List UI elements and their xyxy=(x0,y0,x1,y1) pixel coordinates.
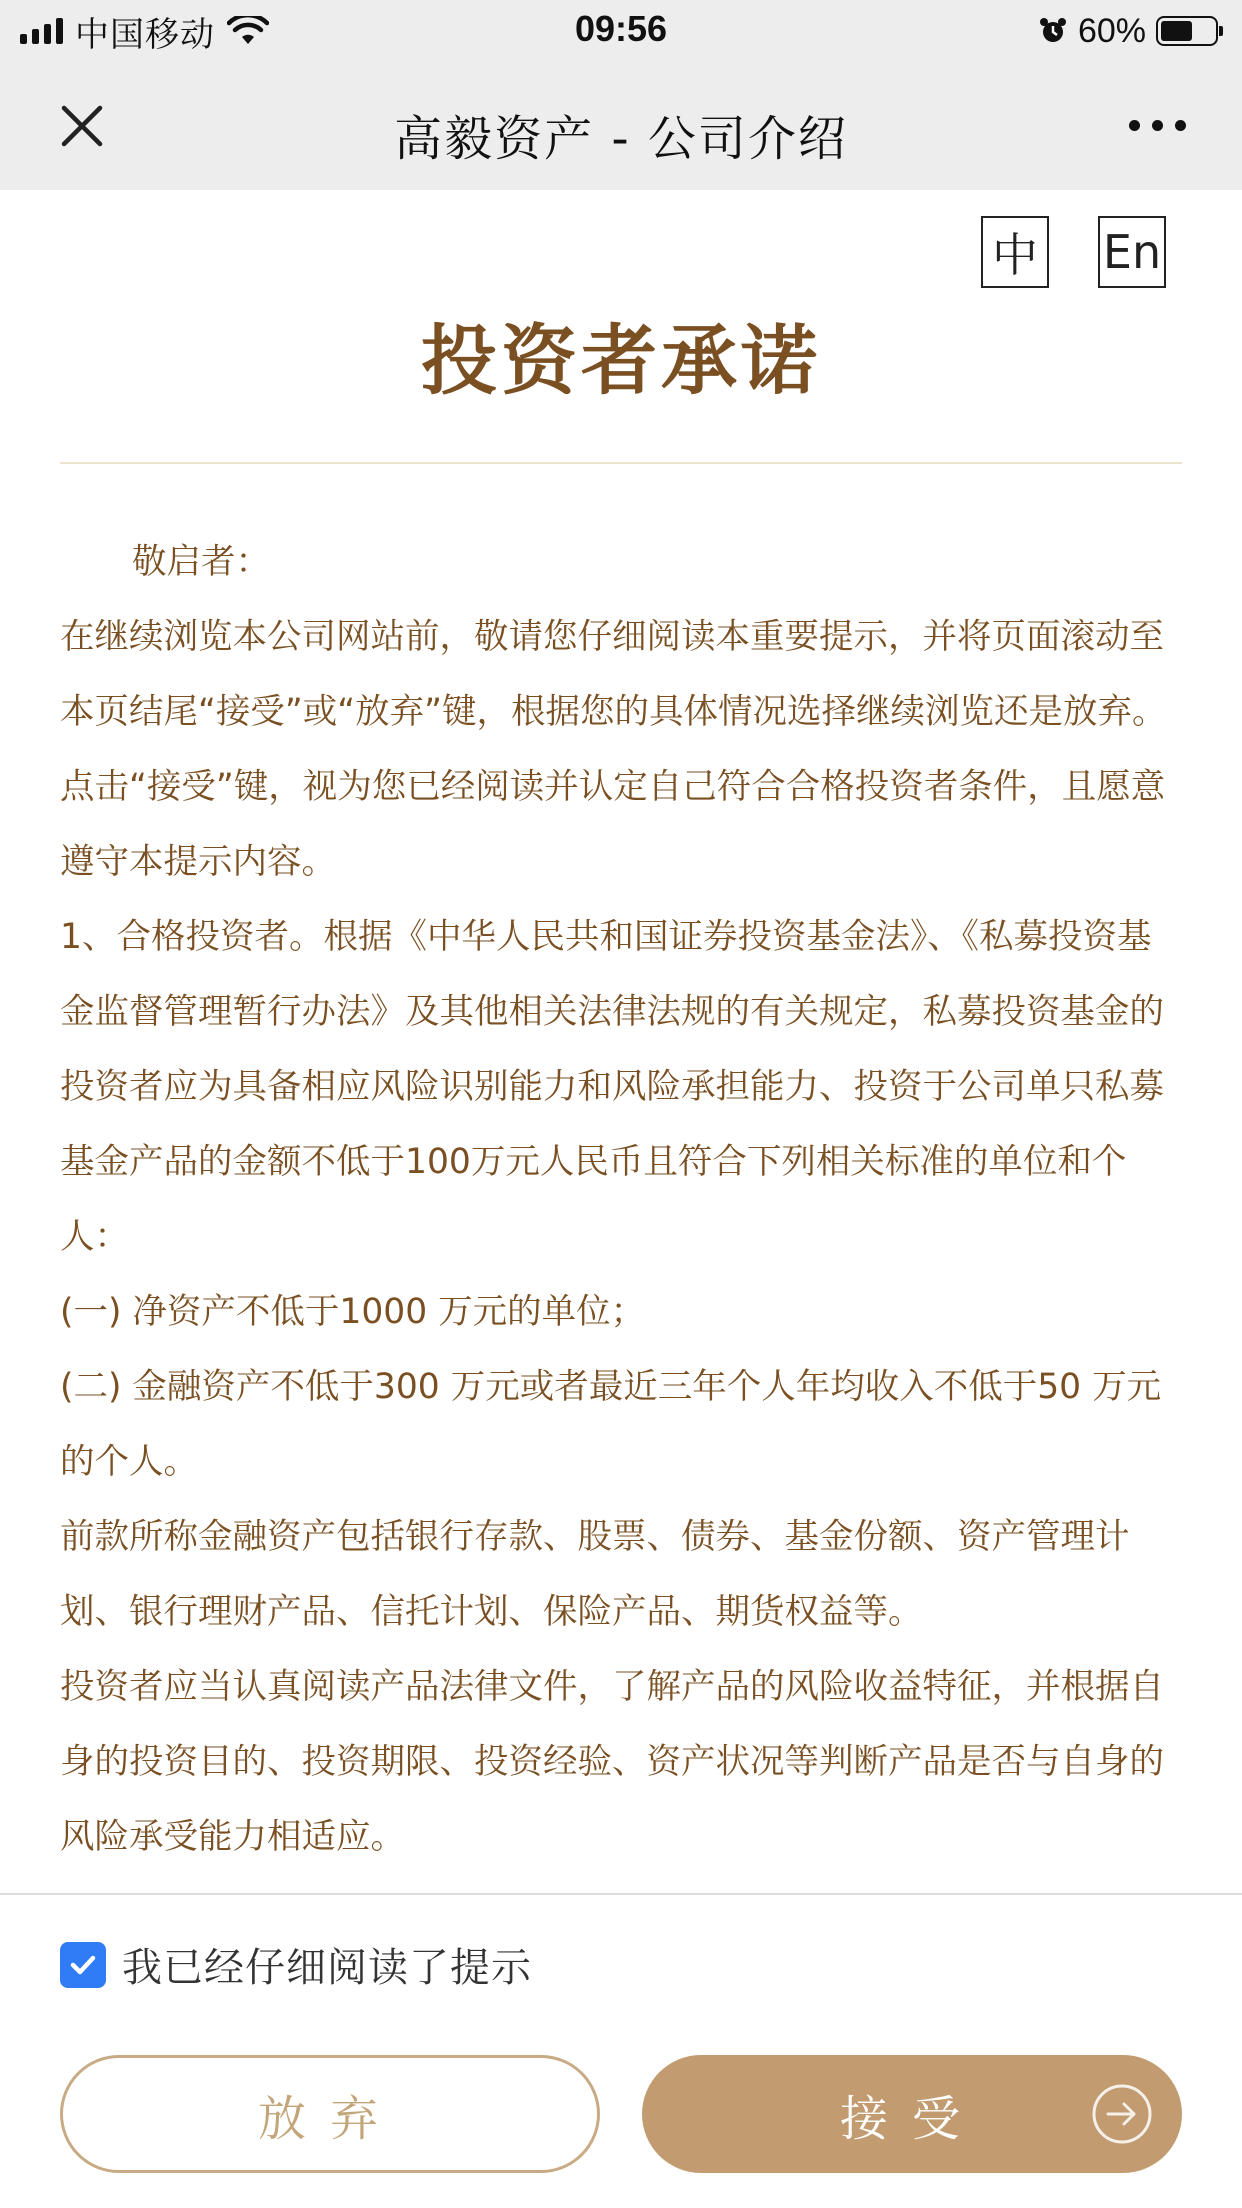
agree-row[interactable] xyxy=(60,1936,532,1993)
page-title: 投资者承诺 xyxy=(421,316,821,405)
status-bar xyxy=(0,0,1242,62)
nav-title: 高毅资产 - 公司介绍 xyxy=(394,111,848,167)
paragraph-risk-notice: 投资者应当认真阅读产品法律文件，了解产品的风险收益特征，并根据自身的投资目的、投资期限、投资经验、资产状况等判断产品是否与自身的风险承受能力相适应。 xyxy=(60,1667,1164,1857)
paragraph-qualified-investor: 1、合格投资者。根据《中华人民共和国证券投资基金法》、《私募投资基金监督管理暂行办法》及其他相关法律法规的有关规定，私募投资基金的投资者应为具备相应风险识别能力和风险承担能力、投资于公司单只私募基金产品的金额不低于100万元人民币且符合下列相关标准的单位和个人： xyxy=(60,917,1164,1257)
more-icon[interactable] xyxy=(1129,120,1186,131)
paragraph-intro: 在继续浏览本公司网站前，敬请您仔细阅读本重要提示，并将页面滚动至本页结尾“接受”或“放弃”键，根据您的具体情况选择继续浏览还是放弃。点击“接受”键，视为您已经阅读并认定自己符合合格投资者条件，且愿意遵守本提示内容。 xyxy=(60,617,1167,882)
accept-label: 接受 xyxy=(839,2090,984,2147)
agree-label: 我已经仔细阅读了提示 xyxy=(122,1945,532,1991)
paragraph-criterion-2: (二) 金融资产不低于300 万元或者最近三年个人年均收入不低于50 万元的个人。 xyxy=(60,1367,1162,1482)
lang-en-button[interactable]: En xyxy=(1098,216,1166,288)
battery-icon xyxy=(1156,16,1218,46)
title-divider xyxy=(60,462,1182,464)
bottom-divider xyxy=(0,1893,1242,1895)
nav-bar xyxy=(0,62,1242,190)
clock: 09:56 xyxy=(574,8,668,49)
alarm-icon xyxy=(1038,16,1068,46)
accept-button[interactable] xyxy=(642,2055,1182,2173)
decline-label: 放弃 xyxy=(257,2090,402,2147)
arrow-right-circle-icon xyxy=(1090,2082,1154,2146)
check-icon xyxy=(67,1949,99,1981)
commitment-text xyxy=(60,525,1184,1875)
paragraph-financial-assets: 前款所称金融资产包括银行存款、股票、债券、基金份额、资产管理计划、银行理财产品、信托计划、保险产品、期货权益等。 xyxy=(60,1517,1130,1632)
carrier-name: 中国移动 xyxy=(75,15,215,54)
paragraph-criterion-1: (一) 净资产不低于1000 万元的单位； xyxy=(60,1292,646,1332)
battery-level xyxy=(1161,21,1192,41)
status-right xyxy=(1038,10,1218,52)
agree-checkbox[interactable] xyxy=(60,1942,106,1988)
lang-zh-button[interactable]: 中 xyxy=(981,216,1049,288)
salutation: 敬启者： xyxy=(132,542,270,582)
decline-button[interactable] xyxy=(60,2055,600,2173)
battery-percent: 60% xyxy=(1077,11,1146,50)
